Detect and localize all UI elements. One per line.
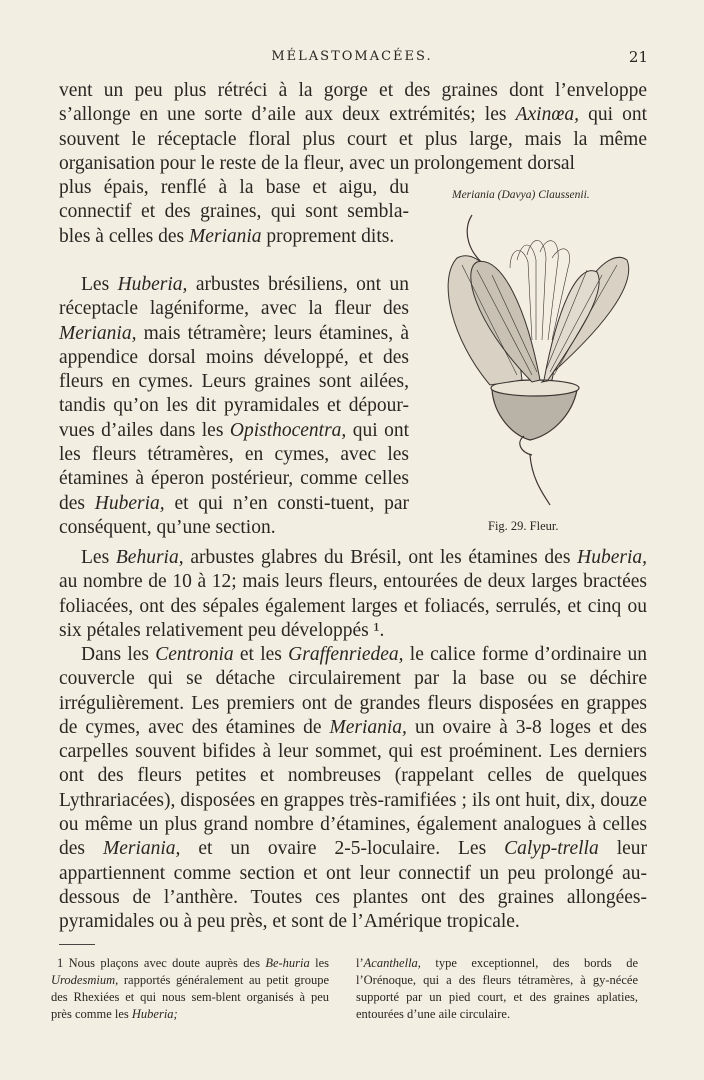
text: un ovaire à 3-8 loges et des carpelles souvent bifides à leur sommet, qui est proéminent. Les derniers ont des fleurs petites et nombreuses (rappelant celles de quelques Lythrariacées), disposées en grappes très-ramifiées ; ils ont huit, dix, douze ou même un plus grand nombre d’étamines, également analogues à celles des bbox=[59, 716, 647, 860]
text: qui ont souvent le réceptacle floral plus court et plus large, mais la même organisation pour le reste de la fleur, avec un prolongement dorsal bbox=[59, 104, 648, 174]
paragraph-huberia bbox=[59, 273, 409, 540]
text: type exceptionnel, des bords de l’Orénoque, qui a des fleurs tétramères, à gy-nécée supporté par un pied court, et des graines aplaties, entourées d’une aile circulaire. bbox=[356, 956, 638, 1021]
flower-illustration bbox=[432, 200, 647, 515]
footnote-left-column bbox=[51, 955, 329, 1023]
genus-name: Acanthella, bbox=[363, 956, 421, 970]
text: plus épais, renflé à la base et aigu, du connectif et des graines, qui sont sembla-bles à celles des bbox=[59, 177, 409, 247]
figure-caption: Fig. 29. Fleur. bbox=[488, 519, 559, 533]
text: mais tétramère; leurs étamines, à appendice dorsal moins développé, et des fleurs en cymes. Leurs graines sont ailées, tandis qu’on les dit pyramidales et dépour-vues d’ailes dans les bbox=[59, 322, 409, 441]
footnote-divider bbox=[59, 944, 95, 945]
paragraph-centronia bbox=[59, 643, 647, 935]
text: 1 Nous plaçons avec doute auprès des bbox=[57, 956, 260, 970]
genus-name: Axinœa, bbox=[515, 104, 579, 126]
genus-name: Meriania, bbox=[102, 838, 181, 860]
genus-name: Huberia, bbox=[117, 274, 188, 295]
paragraph-behuria bbox=[59, 546, 647, 643]
text: arbustes glabres du Brésil, ont les étamines des bbox=[190, 547, 571, 568]
text: et qui n’en consti-tuent, par conséquent, qu’une section. bbox=[59, 492, 410, 538]
genus-name: Calyp-trella bbox=[504, 838, 599, 860]
text: rapportés généralement au petit groupe des Rhexiées et qui nous sem-blent organisés à peu près comme les bbox=[51, 973, 329, 1021]
genus-name: Meriania, bbox=[59, 322, 137, 344]
text: Dans les bbox=[81, 644, 149, 665]
text: arbustes brésiliens, ont un réceptacle lagéniforme, avec la fleur des bbox=[59, 274, 409, 320]
text: les bbox=[315, 956, 330, 970]
text: qui ont les fleurs tétramères, en cymes, avec les étamines à éperon postérieur, comme celles des bbox=[59, 419, 410, 514]
page-number: 21 bbox=[628, 48, 648, 66]
paragraph-narrow-part bbox=[59, 176, 409, 249]
genus-name: Opisthocentra, bbox=[229, 419, 347, 441]
genus-name: Huberia, bbox=[577, 547, 648, 568]
text: le calice forme d’ordinaire un couvercle qui se détache circulairement par la base ou se déchire irrégulièrement. Les premiers ont de grandes fleurs disposées en grappes de cymes, avec des étamines de bbox=[59, 644, 648, 738]
genus-name: Meriania, bbox=[329, 716, 407, 738]
figure-caption-title: Meriania (Davya) Claussenii. bbox=[452, 189, 590, 201]
text: Les bbox=[81, 274, 110, 295]
text: Les bbox=[81, 547, 110, 568]
footnote bbox=[51, 955, 329, 1023]
running-title: MÉLASTOMACÉES. bbox=[271, 49, 433, 64]
genus-name: Huberia, bbox=[94, 492, 165, 514]
genus-name: Huberia; bbox=[131, 1007, 178, 1021]
text: leur appartiennent comme section et ont leur connectif un peu prolongé au-dessous de l’anthère. Toutes ces plantes ont des graines allongées-pyramidales ou à peu près, et sont de l’Amérique tropicale. bbox=[59, 838, 648, 933]
text: au nombre de 10 à 12; mais leurs fleurs, entourées de deux larges bractées foliacées, ont des sépales également larges et foliacés, serrulés, et cinq ou six pétales relativement peu développés ¹. bbox=[59, 571, 647, 641]
genus-name: Behuria, bbox=[115, 547, 184, 568]
genus-name: Be-huria bbox=[265, 956, 310, 970]
genus-name: Centronia bbox=[155, 644, 234, 665]
footnote-right-column bbox=[356, 955, 638, 1023]
text: l’ bbox=[356, 956, 364, 970]
text: et les bbox=[239, 644, 282, 665]
genus-name: Meriania bbox=[188, 225, 262, 247]
genus-name: Urodesmium, bbox=[51, 973, 119, 987]
genus-name: Graffenriedea, bbox=[288, 644, 404, 665]
text: et un ovaire 2-5-loculaire. Les bbox=[198, 838, 487, 860]
text: vent un peu plus rétréci à la gorge et des graines dont l’enveloppe s’allonge en une sorte d’aile aux deux extrémités; les bbox=[59, 80, 647, 126]
text: proprement dits. bbox=[266, 225, 395, 247]
